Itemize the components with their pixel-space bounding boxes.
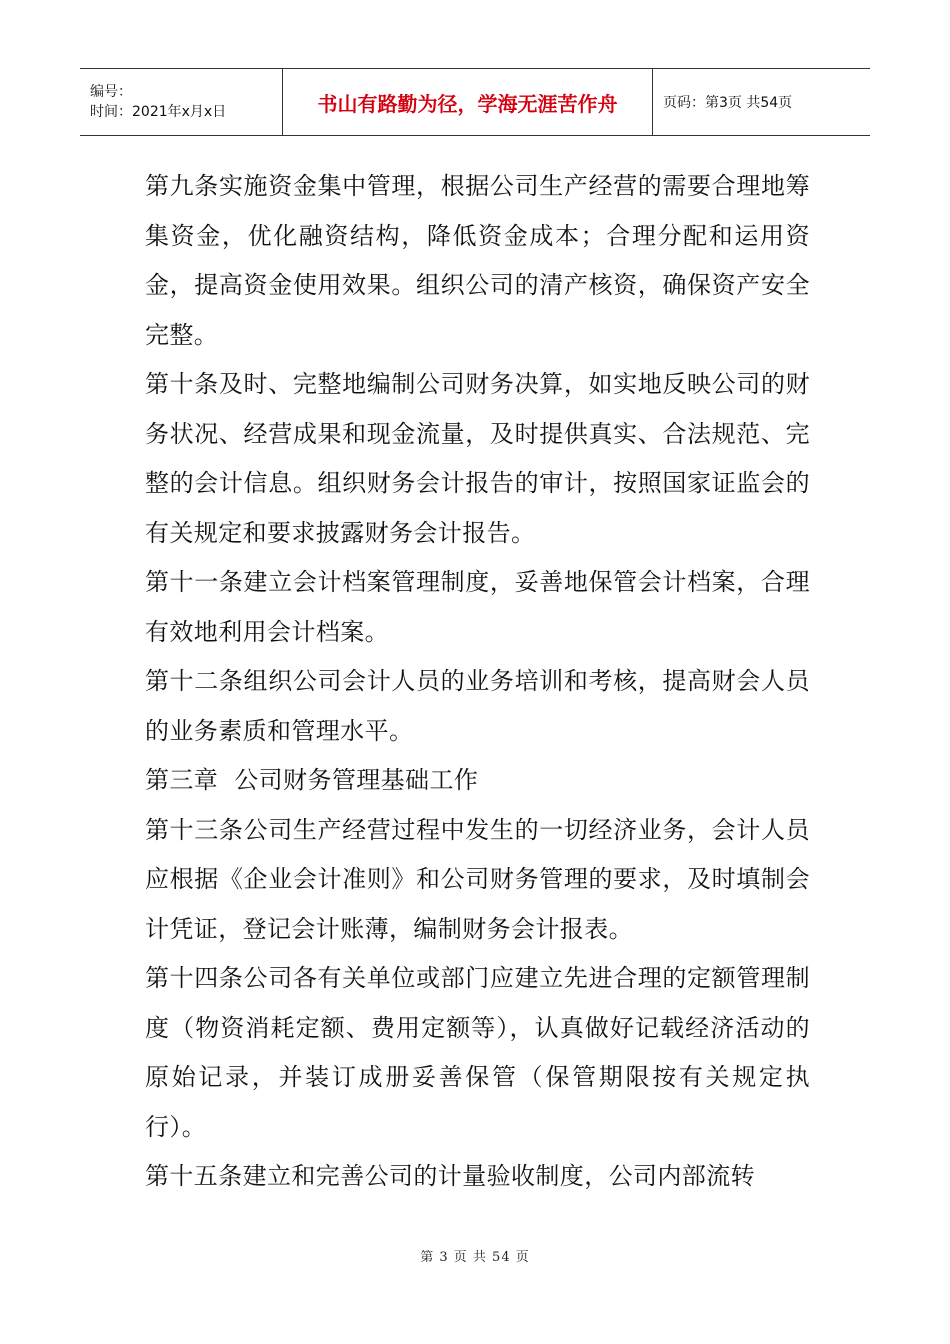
paragraph-article-13: 第十三条公司生产经营过程中发生的一切经济业务，会计人员应根据《企业会计准则》和公司财务管理的要求，及时填制会计凭证，登记会计账薄，编制财务会计报表。 (145, 815, 810, 943)
header-motto: 书山有路勤为径，学海无涯苦作舟 (317, 91, 618, 116)
header-motto-cell (283, 69, 653, 135)
page-header (80, 68, 870, 136)
page-footer (0, 1246, 950, 1265)
header-page-info-cell (653, 69, 870, 135)
paragraph-article-10: 第十条及时、完整地编制公司财务决算，如实地反映公司的财务状况、经营成果和现金流量，及时提供真实、合法规范、完整的会计信息。组织财务会计报告的审计，按照国家证监会的有关规定和要求披露财务会计报告。 (145, 370, 810, 547)
document-time-label: 时间：2021年x月x日 (90, 104, 227, 120)
chapter-heading: 第三章 公司财务管理基础工作 (145, 766, 479, 794)
paragraph-article-15: 第十五条建立和完善公司的计量验收制度，公司内部流转 (145, 1162, 755, 1190)
paragraph-article-12: 第十二条组织公司会计人员的业务培训和考核，提高财会人员的业务素质和管理水平。 (145, 667, 810, 745)
document-number-label: 编号： (90, 84, 132, 100)
paragraph-article-11: 第十一条建立会计档案管理制度，妥善地保管会计档案，合理有效地利用会计档案。 (145, 568, 810, 646)
header-page-info: 页码：第3页 共54页 (663, 95, 793, 111)
header-meta (80, 69, 283, 135)
paragraph-article-9: 第九条实施资金集中管理，根据公司生产经营的需要合理地筹集资金，优化融资结构，降低资金成本；合理分配和运用资金，提高资金使用效果。组织公司的清产核资，确保资产安全完整。 (145, 172, 810, 349)
footer-page-number: 第 3 页 共 54 页 (420, 1250, 530, 1265)
document-body (145, 162, 810, 1202)
paragraph-article-14: 第十四条公司各有关单位或部门应建立先进合理的定额管理制度（物资消耗定额、费用定额等），认真做好记载经济活动的原始记录，并装订成册妥善保管（保管期限按有关规定执行）。 (145, 964, 810, 1141)
